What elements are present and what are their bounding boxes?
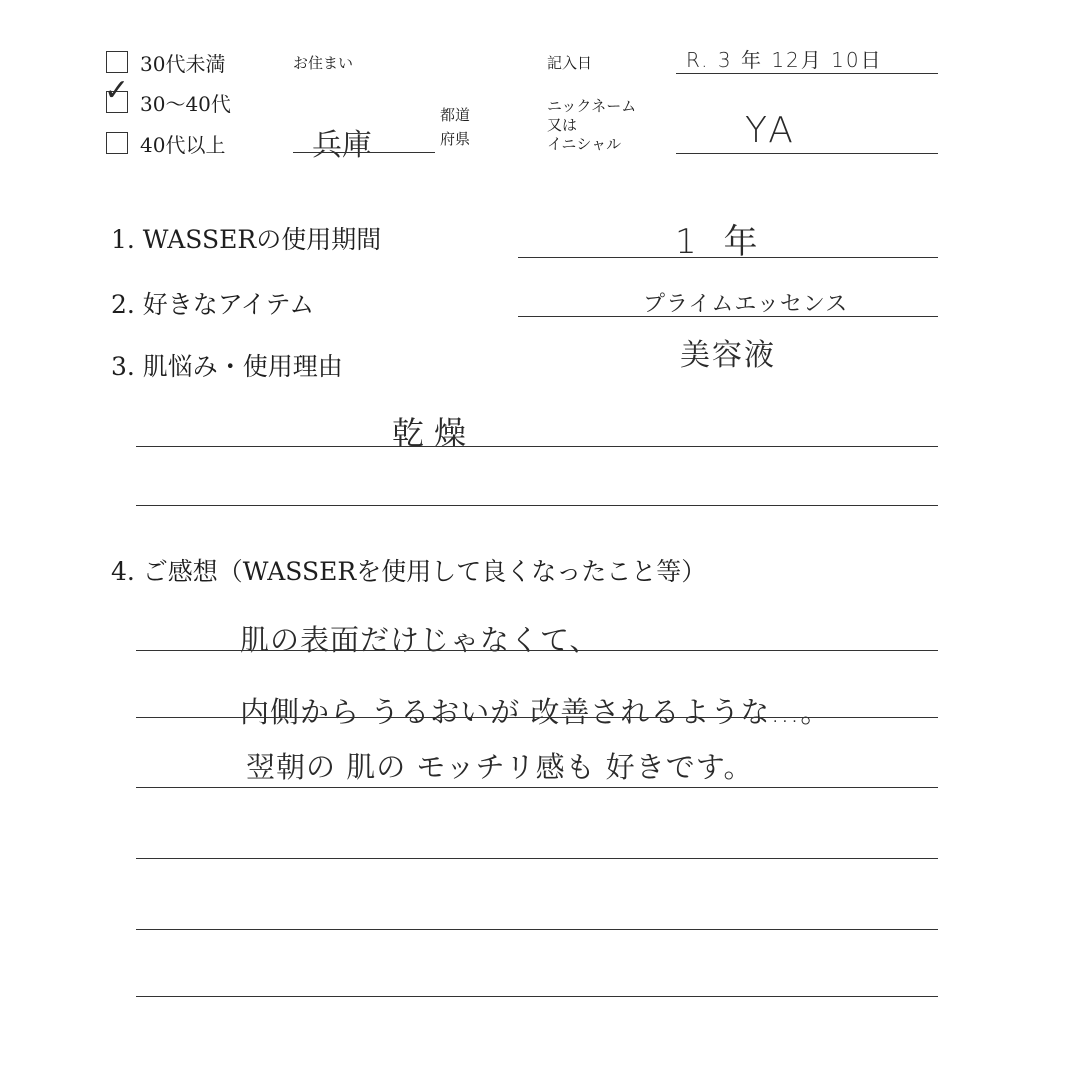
comment-line-3[interactable]: 翌朝の 肌の モッチリ感も 好きです。 [246,750,754,784]
comment-rule-5 [136,929,938,930]
comment-rule-6 [136,996,938,997]
answer-usage-period-underline [518,257,938,258]
comment-rule-1 [136,650,938,651]
todofuken-label-top: 都道 [440,106,471,124]
comment-line-1[interactable]: 肌の表面だけじゃなくて、 [240,623,600,657]
entry-date-value[interactable]: R. 3 年 12月 10日 [686,48,883,72]
question-favorite-item: 2. 好きなアイテム [111,290,315,319]
question-comments: 4. ご感想（WASSERを使用して良くなったこと等） [111,557,707,586]
comment-line-2[interactable]: 内側から うるおいが 改善されるような…。 [240,695,831,729]
age-label-under-30: 30代未満 [140,52,226,76]
nickname-label-line2: 又は [547,116,578,134]
answer-favorite-item-line1[interactable]: プライムエッセンス [643,292,849,317]
answer-favorite-item-line2[interactable]: 美容液 [680,338,776,373]
age-label-over-40: 40代以上 [140,133,226,157]
check-mark-icon: ✓ [104,73,130,108]
age-checkbox-under-30[interactable] [106,51,128,73]
nickname-underline [676,153,938,154]
answer-skin-concern-line-2 [136,505,938,506]
age-label-30-40: 30〜40代 [140,92,231,116]
answer-favorite-item-underline [518,316,938,317]
answer-skin-concern-line-1 [136,446,938,447]
question-usage-period: 1. WASSERの使用期間 [111,225,382,254]
entry-date-underline [676,73,938,74]
residence-label: お住まい [293,54,354,72]
nickname-label-line1: ニックネーム [547,97,637,115]
comment-rule-2 [136,717,938,718]
prefecture-value[interactable]: 兵庫 [312,128,372,163]
question-skin-concern: 3. 肌悩み・使用理由 [111,352,343,381]
age-checkbox-over-40[interactable] [106,132,128,154]
entry-date-label: 記入日 [547,54,593,72]
comment-rule-3 [136,787,938,788]
prefecture-underline [293,152,435,153]
answer-usage-period[interactable]: 1 年 [675,222,766,262]
nickname-value[interactable]: YA [745,110,797,151]
nickname-label-line3: イニシャル [547,135,622,153]
answer-skin-concern[interactable]: 乾燥 [392,414,477,452]
comment-rule-4 [136,858,938,859]
todofuken-label-bottom: 府県 [440,130,471,148]
